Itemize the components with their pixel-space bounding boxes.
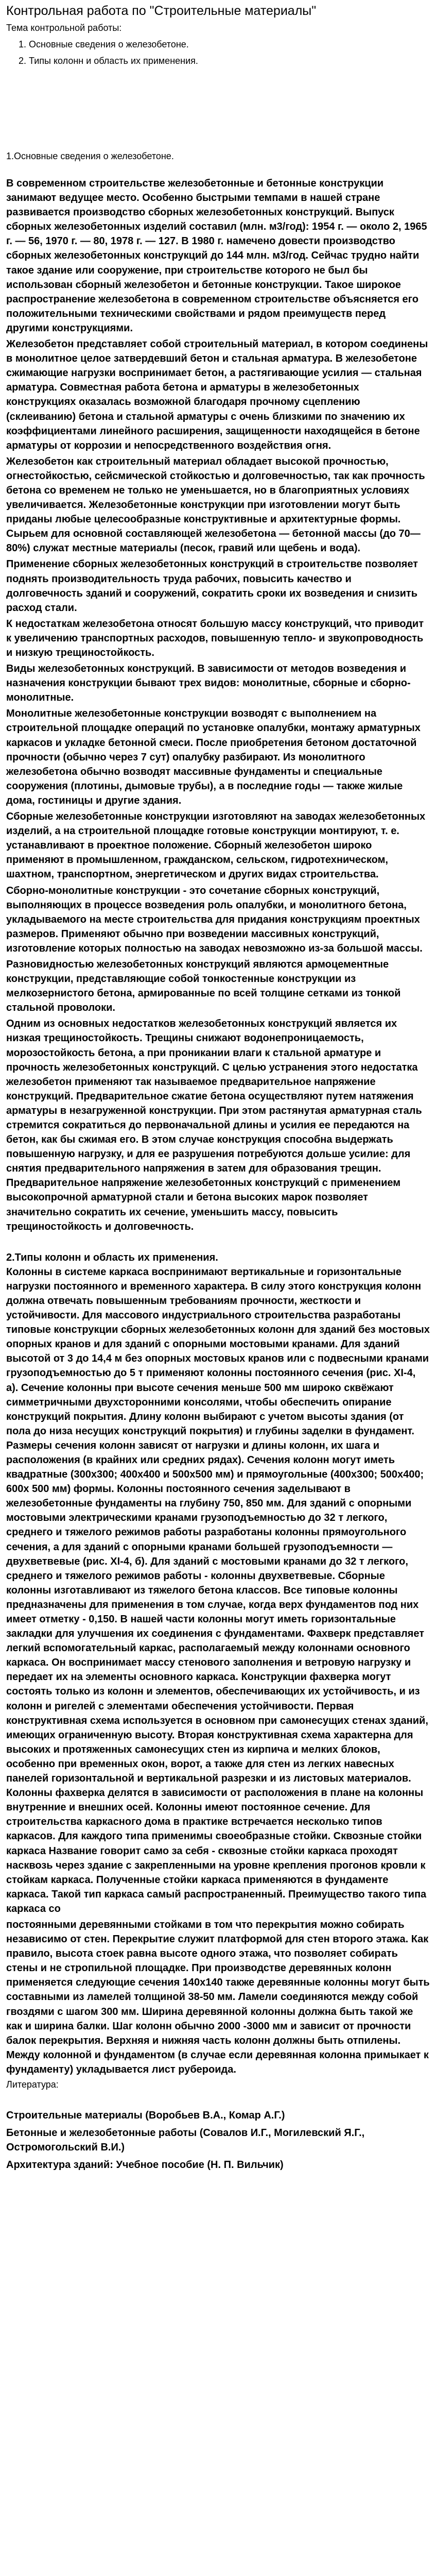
paragraph: Применение сборных железобетонных конструкций в строительстве позволяет поднять производительность труда рабочих, повысить качество и долговечность зданий и сооружений, сократить сроки их возведения и снизить расход стали. [6,558,418,614]
section-1-body [6,176,430,1234]
paragraph: постоянными деревянными стойками в том что перекрытия можно собирать независимо от стен. Перекрытие служит платформой для стен второго этажа. Как правило, высота стоек равна высоте одного этажа, что позволяет собирать стены и не стропильной площадке. При производстве деревянных колонн применяется следующие сечения 140х140 также деревянные колонны могут быть составными из ламелей толщиной 38-50 мм. Ламели соединяются между собой гвоздями с шагом 300 мм. Ширина деревянной колонны должна быть такой же как и ширина балки. Шаг колонн обычно 2000 -3000 мм и зависит от прочности балок перекрытия. Верхняя и нижняя часть колонн должны быть отпилены. Между колонной и фундаментом (в случае если деревянная колонна примыкает к фундаменту) укладывается лист рубероида. [6,1919,430,2075]
literature-label: Литература: [6,2079,59,2090]
table-of-contents [6,37,430,68]
paragraph: Монолитные железобетонные конструкции возводят с выполнением на строительной площадке операций по установке опалубки, монтажу арматурных каркасов и укладке бетонной смеси. После приобретения бетоном достаточной прочности (обычно через 7 сут) опалубку разбирают. Из монолитного железобетона обычно возводят массивные фундаменты и специальные сооружения (плотины, дымовые трубы), а в последние годы — также жилые дома, гостиницы и другие здания. [6,708,421,806]
reference-item: Бетонные и железобетонные работы (Совалов И.Г., Могилевский Я.Г., Остромогольский В.И.) [6,2127,365,2153]
paragraph: Разновидностью железобетонных конструкций являются армоцементные конструкции, представляющие собой тонкостенные конструкции из мелкозернистого бетона, армированные по всей толщине сетками из тонкой стальной проволоки. [6,958,401,1014]
paragraph: К недостаткам железобетона относят большую массу конструкций, что приводит к увеличению транспортных расходов, повышенную тепло- и звукопроводность и низкую трещиностойкость. [6,618,424,658]
toc-item: 2. Типы колонн и область их применения. [29,54,430,68]
reference-item: Строительные материалы (Воробьев В.А., Комар А.Г.) [6,2110,285,2121]
reference-item: Архитектура зданий: Учебное пособие (Н. П. Вильчик) [6,2159,284,2171]
paragraph: Одним из основных недостатков железобетонных конструкций является их низкая трещиностойкость. Трещины снижают водонепроницаемость, морозостойкость бетона, а при проникании влаги к стальной арматуре и прочность железобетонных конструкций. С целью устранения этого недостатка железобетон применяют так называемое предварительное напряжение конструкций. Предварительное сжатие бетона осуществляют путем натяжения арматуры в незагруженной конструкции. При этом растянутая арматурная сталь стремится сократиться до первоначальной длины и усилия ее передаются на бетон, как бы сжимая его. В этом случае конструкция способна выдержать повышенную нагрузку, и для ее разрушения потребуются дольше усилие: для снятия предварительного напряжения в затем для образования трещин. Предварительное напряжение железобетонных конструкций с применением высокопрочной арматурной стали и бетона высоких марок позволяет значительно сократить их сечение, уменьшить массу, повысить трещиностойкость и долговечность. [6,1018,422,1232]
paragraph: Сборно-монолитные конструкции - это сочетание сборных конструкций, выполняющих в процессе возведения роль опалубки, и монолитного бетона, укладываемого на месте строительства для придания конструкциям проектных размеров. Применяют обычно при возведении массивных конструкций, изготовление которых полностью на заводах невозможно из-за большой массы. [6,885,423,954]
paragraph: Железобетон как строительный материал обладает высокой прочностью, огнестойкостью, сейсмической стойкостью и долговечностью, так как прочность бетона со временем не только не уменьшается, но в благоприятных условиях увеличивается. Железобетонные конструкции при изготовлении могут быть приданы любые целесообразные конструктивные и архитектурные формы. Сырьем для основной составляющей железобетона — бетонной массы (до 70—80%) служат местные материалы (песок, гравий или щебень и вода). [6,455,425,554]
section-2-title: 2.Типы колонн и область их применения. [6,1251,218,1263]
paragraph: Колонны в системе каркаса воспринимают вертикальные и горизонтальные нагрузки постоянного и временного характера. В силу этого конструкция колонн должна отвечать повышенным требованиям прочности, жесткости и устойчивости. Для массового индустриального строительства разработаны типовые конструкции сборных железобетонных колонн для зданий без мостовых опорных кранов и для зданий с опорными мостовыми кранами. Для зданий высотой от 3 до 14,4 м без опорных мостовых кранов или с подвесными кранами грузоподъемностью до 5 т применяют колонны постоянного сечения (рис. XI-4, а). Сечение колонны при высоте сечения меньше 500 мм широко сквёжают симметричными двухсторонними консолями, чтобы обеспечить опирание конструкций покрытия. Длину колонн выбирают с учетом высоты здания (от пола до низа несущих конструкций покрытия) и глубины заделки в фундамент. Размеры сечения колонн зависят от нагрузки и длины колонн, их шага и расположения (в крайних или средних рядах). Сечения колонн могут иметь квадратные (300х300; 400х400 и 500х500 мм) и прямоугольные (400х300; 500х400; 600х 500 мм) формы. Колонны постоянного сечения заделывают в железобетонные фундаменты на глубину 750, 850 мм. Для зданий с опорными мостовыми электрическими кранами грузоподъемностью до 32 т легкого, среднего и тяжелого режимов работы разработаны колонны прямоугольного сечения, а для зданий с опорными кранами большей грузоподъемности — двухветвевые (рис. XI-4, б). Для зданий с мостовыми кранами до 32 т легкого, среднего и тяжелого режимов работы - колонны двухветвевые. Сборные колонны изготавливают из тяжелого бетона классов. Все типовые колонны предназначены для применения в том случае, когда верх фундаментов под них имеет отметку - 0,150. В нашей части колонны могут иметь горизонтальные закладки для улучшения их соединения с фундаментами. Фахверк представляет легкий вспомогательный каркас, располагаемый между колоннами основного каркаса. Он воспринимает массу стенового заполнения и ветровую нагрузку и передает их на элементы основного каркаса. Конструкции фахверка могут состоять только из колонн и элементов, обеспечивающих их устойчивость, и из колонн и ригелей с элементами обеспечения устойчивости. Первая конструктивная схема используется в основном при самонесущих стенах зданий, имеющих ограниченную высоту. Вторая конструктивная схема характерна для высоких и протяженных самонесущих стен из кирпича и мелких блоков, особенно при временных окон, ворот, а также для стен из легких навесных панелей горизонтальной и вертикальной разрезки и из листовых материалов. Колонны фахверка делятся в зависимости от расположения в плане на колонны внутренние и внешних осей. Колонны имеют постоянное сечение. Для строительства каркасного дома в практике встречается несколько типов каркасов. Для каждого типа применимы своеобразные стойки. Сквозные стойки каркаса Название говорит само за себя - сквозные стойки каркаса проходят насквозь через здание с закрепленными на уровне крепления прогонов кровли к стойкам каркаса. Полученные стойки каркаса применяются в фундаменте каркаса. Такой тип каркаса самый распространенный. Преимущество такого типа каркаса со [6,1266,430,1914]
toc-item: 1. Основные сведения о железобетоне. [29,37,430,52]
page-title: Контрольная работа по "Строительные материалы" [6,4,317,18]
paragraph: Сборные железобетонные конструкции изготовляют на заводах железобетонных изделий, а на строительной площадке готовые конструкции монтируют, т. е. устанавливают в проектное положение. Сборный железобетон широко применяют в промышленном, гражданском, сельском, гидротехническом, шахтном, транспортном, энергетическом и других видах строительства. [6,811,426,880]
topic-subtitle: Тема контрольной работы: [6,23,122,33]
section-1-title: 1.Основные сведения о железобетоне. [6,151,174,161]
section-2-body [6,1265,430,2077]
references-list [6,2108,430,2172]
paragraph: Виды железобетонных конструкций. В зависимости от методов возведения и назначения конструкции бывают трех видов: монолитные, сборные и сборно-монолитные. [6,663,411,704]
paragraph: В современном строительстве железобетонные и бетонные конструкции занимают ведущее место. Особенно быстрыми темпами в нашей стране развивается производство сборных железобетонных конструкций. Выпуск сборных железобетонных изделий составил (млн. м3/год): 1954 г. — около 2, 1965 г. — 56, 1970 г. — 80, 1978 г. — 127. В 1980 г. намечено довести производство сборных железобетонных конструкций до 144 млн. м3/год. Сейчас трудно найти такое здание или сооружение, при строительстве которого не был бы использован сборный железобетон и бетонные конструкции. Такое широкое распространение железобетона в современном строительстве объясняется его положительными техническими свойствами и рядом преимуществ перед другими конструкциями. [6,178,427,334]
paragraph: Железобетон представляет собой строительный материал, в котором соединены в монолитное целое затвердевший бетон и стальная арматура. В железобетоне сжимающие нагрузки воспринимает бетон, а растягивающие усилия — стальная арматура. Совместная работа бетона и арматуры в железобетонных конструкциях оказалась возможной благодаря прочному сцеплению (склеиванию) бетона и стальной арматуры с очень близкими по значению их коэффициентами линейного расширения, защищенности находящейся в бетоне арматуры от коррозии и непосредственного воздействия огня. [6,338,428,451]
